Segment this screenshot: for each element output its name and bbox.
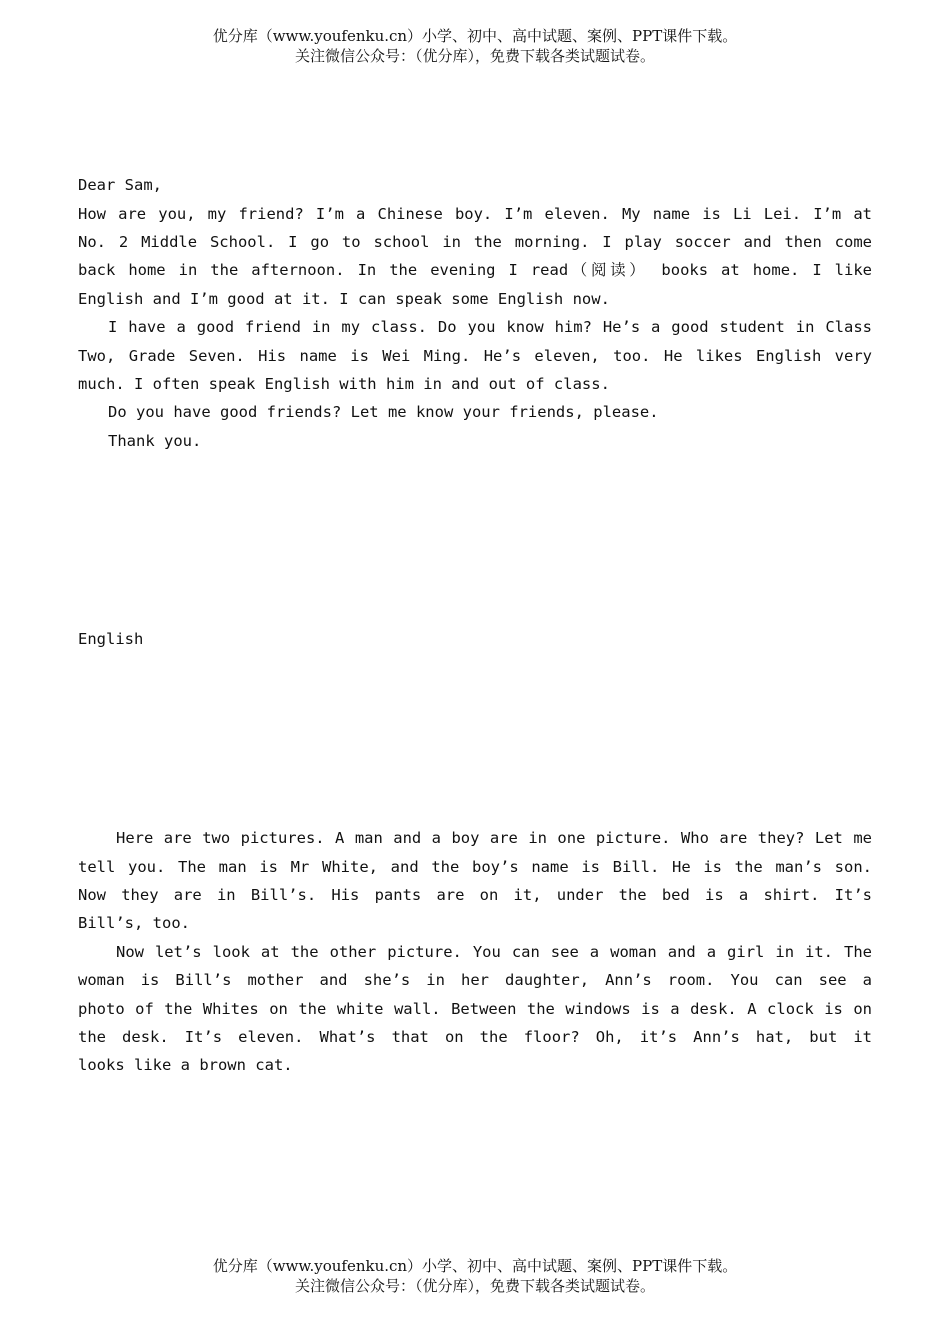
- question-42-options: [78, 540, 872, 568]
- letter-closing: Thank you.: [108, 431, 202, 450]
- question-46: [78, 1080, 872, 1108]
- question-48: [78, 1193, 872, 1221]
- passage-b-line: Now let’s look at the other picture. You can see a woman and a girl in it. The: [116, 942, 872, 961]
- passage-b-line: Now they are in Bill’s. His pants are on it, under the bed is a shirt. It’s: [78, 885, 872, 904]
- header-line-2: 关注微信公众号：（优分库），免费下载各类试题试卷。: [294, 47, 655, 65]
- question-45-options-ab: [78, 739, 872, 767]
- footer-line-1: 优分库（www.youfenku.cn）小学、初中、高中试题、案例、PPT课件下载。: [212, 1257, 738, 1275]
- passage-a-line: I have a good friend in my class. Do you know him? He’s a good student in Class: [108, 318, 872, 337]
- exam-page: [78, 86, 872, 1250]
- passage-a-line: much. I often speak English with him in and out of class.: [78, 374, 610, 393]
- passage-b-line: looks like a brown cat.: [78, 1056, 293, 1075]
- question-47-options: [78, 1165, 872, 1193]
- passage-a-line: back home in the afternoon. In the evening I read（阅读） books at home. I like: [78, 261, 872, 280]
- question-46-options: [78, 1108, 872, 1136]
- question-43-options: [78, 597, 872, 625]
- passage-b-line: photo of the Whites on the white wall. Between the windows is a desk. A clock is on: [78, 999, 872, 1018]
- question-44-options: [78, 682, 872, 710]
- page-header: [0, 26, 950, 66]
- section-heading: [78, 143, 872, 171]
- passage-a-line: Do you have good friends? Let me know your friends, please.: [108, 403, 659, 422]
- question-44: [78, 654, 872, 682]
- question-41-options: [78, 483, 872, 511]
- question-43: [78, 569, 872, 597]
- passage-b-marker-row: [78, 796, 872, 824]
- passage-a-line: Two, Grade Seven. His name is Wei Ming. He’s eleven, too. He likes English very: [78, 346, 872, 365]
- question-45: [78, 711, 872, 739]
- footer-line-2: 关注微信公众号：（优分库），免费下载各类试题试卷。: [294, 1277, 655, 1295]
- passage-a-line: How are you, my friend? I’m a Chinese boy. I’m eleven. My name is Li Lei. I’m at: [78, 204, 872, 223]
- question-45-options-cd: [78, 767, 872, 795]
- question-41: [78, 455, 872, 483]
- passage-b-line: Bill’s, too.: [78, 914, 190, 933]
- page-footer: [0, 1256, 950, 1296]
- passage-a-line: English and I’m good at it. I can speak some English now.: [78, 289, 610, 308]
- header-line-1: 优分库（www.youfenku.cn）小学、初中、高中试题、案例、PPT课件下载。: [212, 27, 738, 45]
- question-48-options: [78, 1222, 872, 1250]
- passage-b-line: Here are two pictures. A man and a boy are in one picture. Who are they? Let me: [116, 829, 872, 848]
- passage-a-line: No. 2 Middle School. I go to school in the morning. I play soccer and then come: [78, 232, 872, 251]
- question-40: [78, 114, 872, 142]
- option-d-wrap: English: [78, 630, 144, 649]
- question-42: [78, 512, 872, 540]
- letter-greeting: Dear Sam,: [78, 176, 162, 195]
- passage-b-line: the desk. It’s eleven. What’s that on the floor? Oh, it’s Ann’s hat, but it: [78, 1027, 872, 1046]
- question-47: [78, 1136, 872, 1164]
- passage-b-line: tell you. The man is Mr White, and the boy’s name is Bill. He is the man’s son.: [78, 857, 872, 876]
- question-39: [78, 86, 872, 114]
- passage-b-line: woman is Bill’s mother and she’s in her daughter, Ann’s room. You can see a: [78, 971, 872, 990]
